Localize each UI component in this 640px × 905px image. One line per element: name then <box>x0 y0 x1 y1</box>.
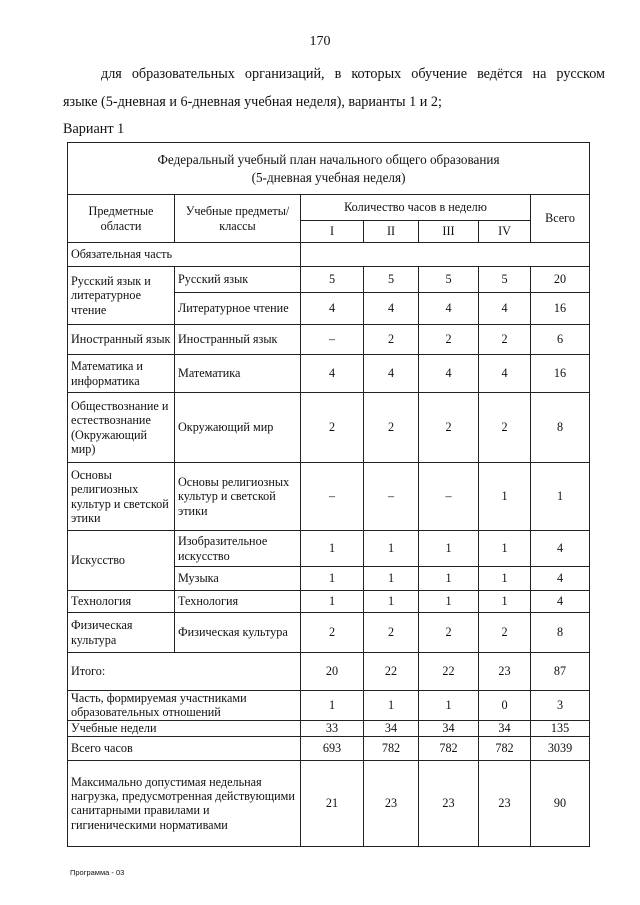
header-subject-areas: Предметные области <box>68 195 175 243</box>
hours-value: 5 <box>479 267 531 293</box>
header-total: Всего <box>531 195 590 243</box>
subject-area: Физическая культура <box>68 613 175 653</box>
subject-name: Математика <box>175 355 301 393</box>
summary-value: 34 <box>364 720 419 736</box>
summary-value: 23 <box>419 760 479 846</box>
hours-total: 6 <box>531 325 590 355</box>
hours-value: 2 <box>479 393 531 463</box>
hours-value: 2 <box>364 613 419 653</box>
hours-total: 8 <box>531 393 590 463</box>
hours-total: 16 <box>531 293 590 325</box>
summary-label: Максимально допустимая недельная нагрузка, предусмотренная действующими санитарными правилами и гигиеническими нормативами <box>68 760 301 846</box>
summary-value: 34 <box>419 720 479 736</box>
summary-value: 1 <box>364 691 419 721</box>
hours-value: 5 <box>301 267 364 293</box>
curriculum-table <box>67 142 590 847</box>
subject-name: Изобразительное искусство <box>175 531 301 567</box>
hours-value: 4 <box>479 355 531 393</box>
hours-value: 5 <box>419 267 479 293</box>
summary-value: 23 <box>479 760 531 846</box>
subject-name: Технология <box>175 591 301 613</box>
mandatory-part-label: Обязательная часть <box>68 243 301 267</box>
hours-value: 2 <box>301 393 364 463</box>
subject-name: Основы религиозных культур и светской этики <box>175 463 301 531</box>
caption-subtitle: (5-дневная учебная неделя) <box>251 169 406 185</box>
hours-value: 4 <box>419 355 479 393</box>
hours-value: – <box>364 463 419 531</box>
summary-value: 782 <box>479 736 531 760</box>
hours-value: 1 <box>364 591 419 613</box>
intro-text-line-2: языке (5-дневная и 6-дневная учебная неделя), варианты 1 и 2; <box>63 94 442 110</box>
subject-name: Иностранный язык <box>175 325 301 355</box>
summary-value: 20 <box>301 653 364 691</box>
hours-value: 1 <box>364 531 419 567</box>
hours-value: 1 <box>479 531 531 567</box>
caption-title: Федеральный учебный план начального общего образования <box>157 152 500 168</box>
subject-area: Математика и информатика <box>68 355 175 393</box>
subject-area: Основы религиозных культур и светской этики <box>68 463 175 531</box>
subject-name: Музыка <box>175 567 301 591</box>
hours-total: 1 <box>531 463 590 531</box>
hours-value: 4 <box>364 293 419 325</box>
summary-total: 90 <box>531 760 590 846</box>
hours-value: 2 <box>479 325 531 355</box>
hours-value: 2 <box>301 613 364 653</box>
subject-name: Литературное чтение <box>175 293 301 325</box>
summary-value: 782 <box>419 736 479 760</box>
summary-value: 23 <box>479 653 531 691</box>
subject-name: Окружающий мир <box>175 393 301 463</box>
header-grade: III <box>419 221 479 243</box>
header-grade: II <box>364 221 419 243</box>
summary-value: 23 <box>364 760 419 846</box>
hours-value: 1 <box>301 591 364 613</box>
hours-value: 4 <box>419 293 479 325</box>
hours-value: 4 <box>479 293 531 325</box>
subject-area: Искусство <box>68 531 175 591</box>
subject-area: Иностранный язык <box>68 325 175 355</box>
mandatory-part-spacer <box>301 243 590 267</box>
hours-value: 4 <box>301 293 364 325</box>
summary-label: Итого: <box>68 653 301 691</box>
summary-value: 22 <box>419 653 479 691</box>
header-grade: I <box>301 221 364 243</box>
hours-value: 1 <box>479 567 531 591</box>
summary-value: 1 <box>301 691 364 721</box>
footer-note: Программа - 03 <box>70 868 125 877</box>
hours-total: 4 <box>531 591 590 613</box>
page-number: 170 <box>309 34 331 49</box>
header-hours-per-week: Количество часов в неделю <box>301 195 531 221</box>
summary-value: 33 <box>301 720 364 736</box>
header-grade: IV <box>479 221 531 243</box>
subject-name: Физическая культура <box>175 613 301 653</box>
hours-value: 1 <box>301 567 364 591</box>
subject-name: Русский язык <box>175 267 301 293</box>
hours-value: – <box>419 463 479 531</box>
intro-text-line-1: для образовательных организаций, в которых обучение ведётся на русском <box>101 66 605 82</box>
hours-value: 1 <box>419 567 479 591</box>
hours-value: 1 <box>479 463 531 531</box>
subject-area: Технология <box>68 591 175 613</box>
hours-value: 1 <box>364 567 419 591</box>
hours-value: 4 <box>364 355 419 393</box>
variant-label: Вариант 1 <box>63 121 125 137</box>
summary-value: 782 <box>364 736 419 760</box>
summary-total: 87 <box>531 653 590 691</box>
summary-value: 693 <box>301 736 364 760</box>
hours-value: 1 <box>419 591 479 613</box>
hours-value: 2 <box>419 613 479 653</box>
hours-total: 4 <box>531 531 590 567</box>
summary-value: 22 <box>364 653 419 691</box>
hours-total: 16 <box>531 355 590 393</box>
summary-total: 135 <box>531 720 590 736</box>
summary-value: 1 <box>419 691 479 721</box>
hours-value: – <box>301 325 364 355</box>
hours-value: 4 <box>301 355 364 393</box>
summary-value: 34 <box>479 720 531 736</box>
hours-value: 1 <box>301 531 364 567</box>
table-caption <box>68 143 590 195</box>
summary-total: 3039 <box>531 736 590 760</box>
hours-value: 2 <box>364 393 419 463</box>
hours-value: 2 <box>419 325 479 355</box>
hours-total: 8 <box>531 613 590 653</box>
summary-value: 21 <box>301 760 364 846</box>
summary-total: 3 <box>531 691 590 721</box>
hours-value: – <box>301 463 364 531</box>
hours-total: 20 <box>531 267 590 293</box>
summary-label: Всего часов <box>68 736 301 760</box>
summary-label: Учебные недели <box>68 720 301 736</box>
summary-value: 0 <box>479 691 531 721</box>
hours-value: 5 <box>364 267 419 293</box>
header-subjects: Учебные предметы/ классы <box>175 195 301 243</box>
subject-area: Обществознание и естествознание (Окружающий мир) <box>68 393 175 463</box>
hours-value: 1 <box>419 531 479 567</box>
hours-value: 1 <box>479 591 531 613</box>
hours-total: 4 <box>531 567 590 591</box>
summary-label: Часть, формируемая участниками образовательных отношений <box>68 691 301 721</box>
subject-area: Русский язык и литературное чтение <box>68 267 175 325</box>
hours-value: 2 <box>364 325 419 355</box>
hours-value: 2 <box>479 613 531 653</box>
hours-value: 2 <box>419 393 479 463</box>
